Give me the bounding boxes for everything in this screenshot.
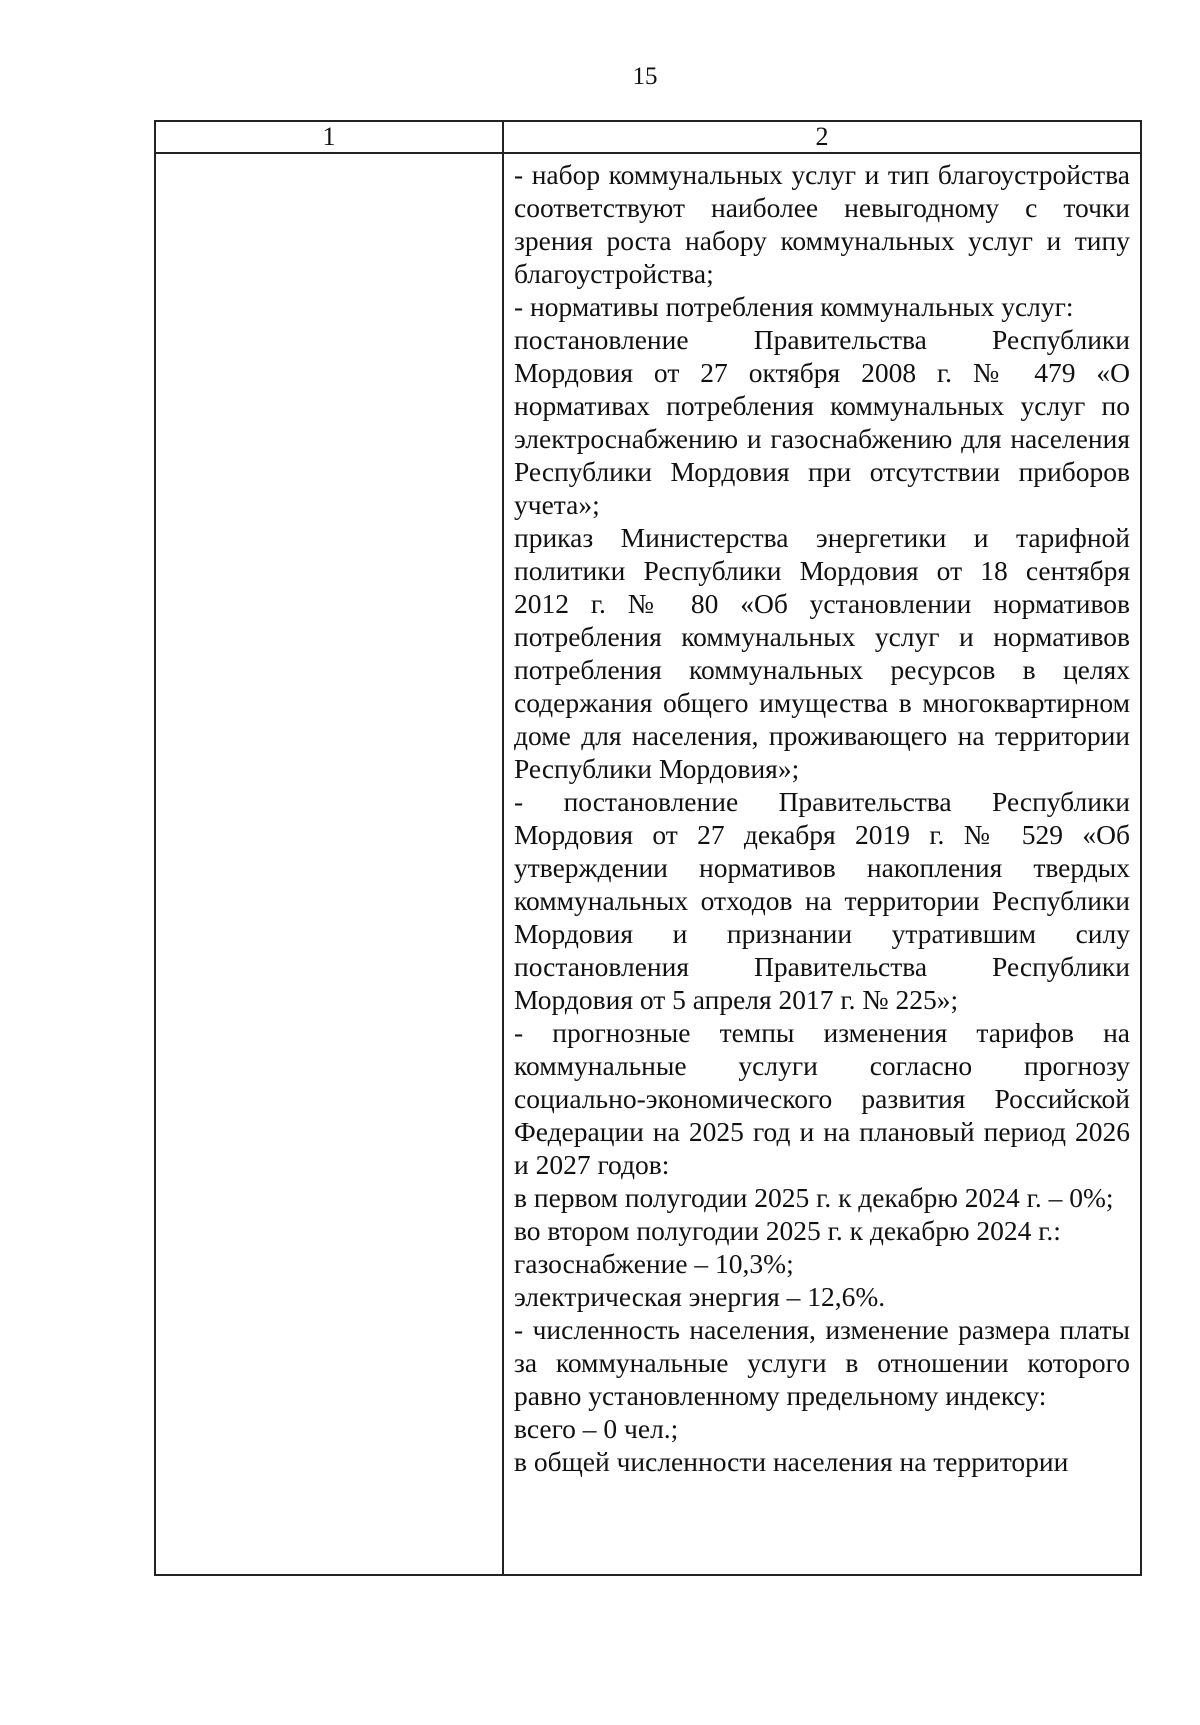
table-header-row	[155, 121, 1141, 153]
paragraph-electricity: электрическая энергия – 12,6%.	[514, 1281, 886, 1312]
paragraph-total: всего – 0 чел.;	[514, 1413, 679, 1444]
paragraph-consumption-norms: - нормативы потребления коммунальных услуг:	[514, 291, 1074, 322]
paragraph-resolution-529: - постановление Правительства Республики Мордовия от 27 декабря 2019 г. № 529 «Об утверждении нормативов накопления твердых коммунальных отходов на территории Республики Мордовия и признании утратившим силу постановления Правительства Республики Мордовия от 5 апреля 2017 г. № 225»;	[514, 786, 1130, 1015]
paragraph-order-80: приказ Министерства энергетики и тарифной политики Республики Мордовия от 18 сентября 2012 г. № 80 «Об установлении нормативов потребления коммунальных услуг и нормативов потребления коммунальных ресурсов в целях содержания общего имущества в многоквартирном доме для населения, проживающего на территории Республики Мордовия»;	[514, 522, 1130, 784]
column-header-2: 2	[503, 121, 1141, 153]
paragraph-resolution-479: постановление Правительства Республики Мордовия от 27 октября 2008 г. № 479 «О нормативах потребления коммунальных услуг по электроснабжению и газоснабжению для населения Республики Мордовия при отсутствии приборов учета»;	[514, 324, 1130, 520]
table-cell-empty	[155, 153, 503, 1575]
paragraph-utilities-set: - набор коммунальных услуг и тип благоустройства соответствуют наиболее невыгодному с точки зрения роста набору коммунальных услуг и типу благоустройства;	[514, 159, 1130, 289]
column-header-1: 1	[155, 121, 503, 153]
page-number: 15	[632, 63, 658, 90]
paragraph-population-share: в общей численности населения на территории	[514, 1446, 1069, 1477]
table-cell-content	[503, 153, 1141, 1575]
paragraph-second-half: во втором полугодии 2025 г. к декабрю 2024 г.:	[514, 1215, 1061, 1246]
paragraph-tariff-forecast: - прогнозные темпы изменения тарифов на коммунальные услуги согласно прогнозу социально-экономического развития Российской Федерации на 2025 год и на плановый период 2026 и 2027 годов:	[514, 1017, 1130, 1180]
paragraph-first-half: в первом полугодии 2025 г. к декабрю 2024 г. – 0%;	[514, 1182, 1114, 1213]
paragraph-gas-supply: газоснабжение – 10,3%;	[514, 1248, 794, 1279]
document-table	[154, 120, 1142, 1576]
cell-text-block	[504, 154, 1140, 1478]
table-row	[155, 153, 1141, 1575]
paragraph-population: - численность населения, изменение размера платы за коммунальные услуги в отношении которого равно установленному предельному индексу:	[514, 1314, 1130, 1411]
